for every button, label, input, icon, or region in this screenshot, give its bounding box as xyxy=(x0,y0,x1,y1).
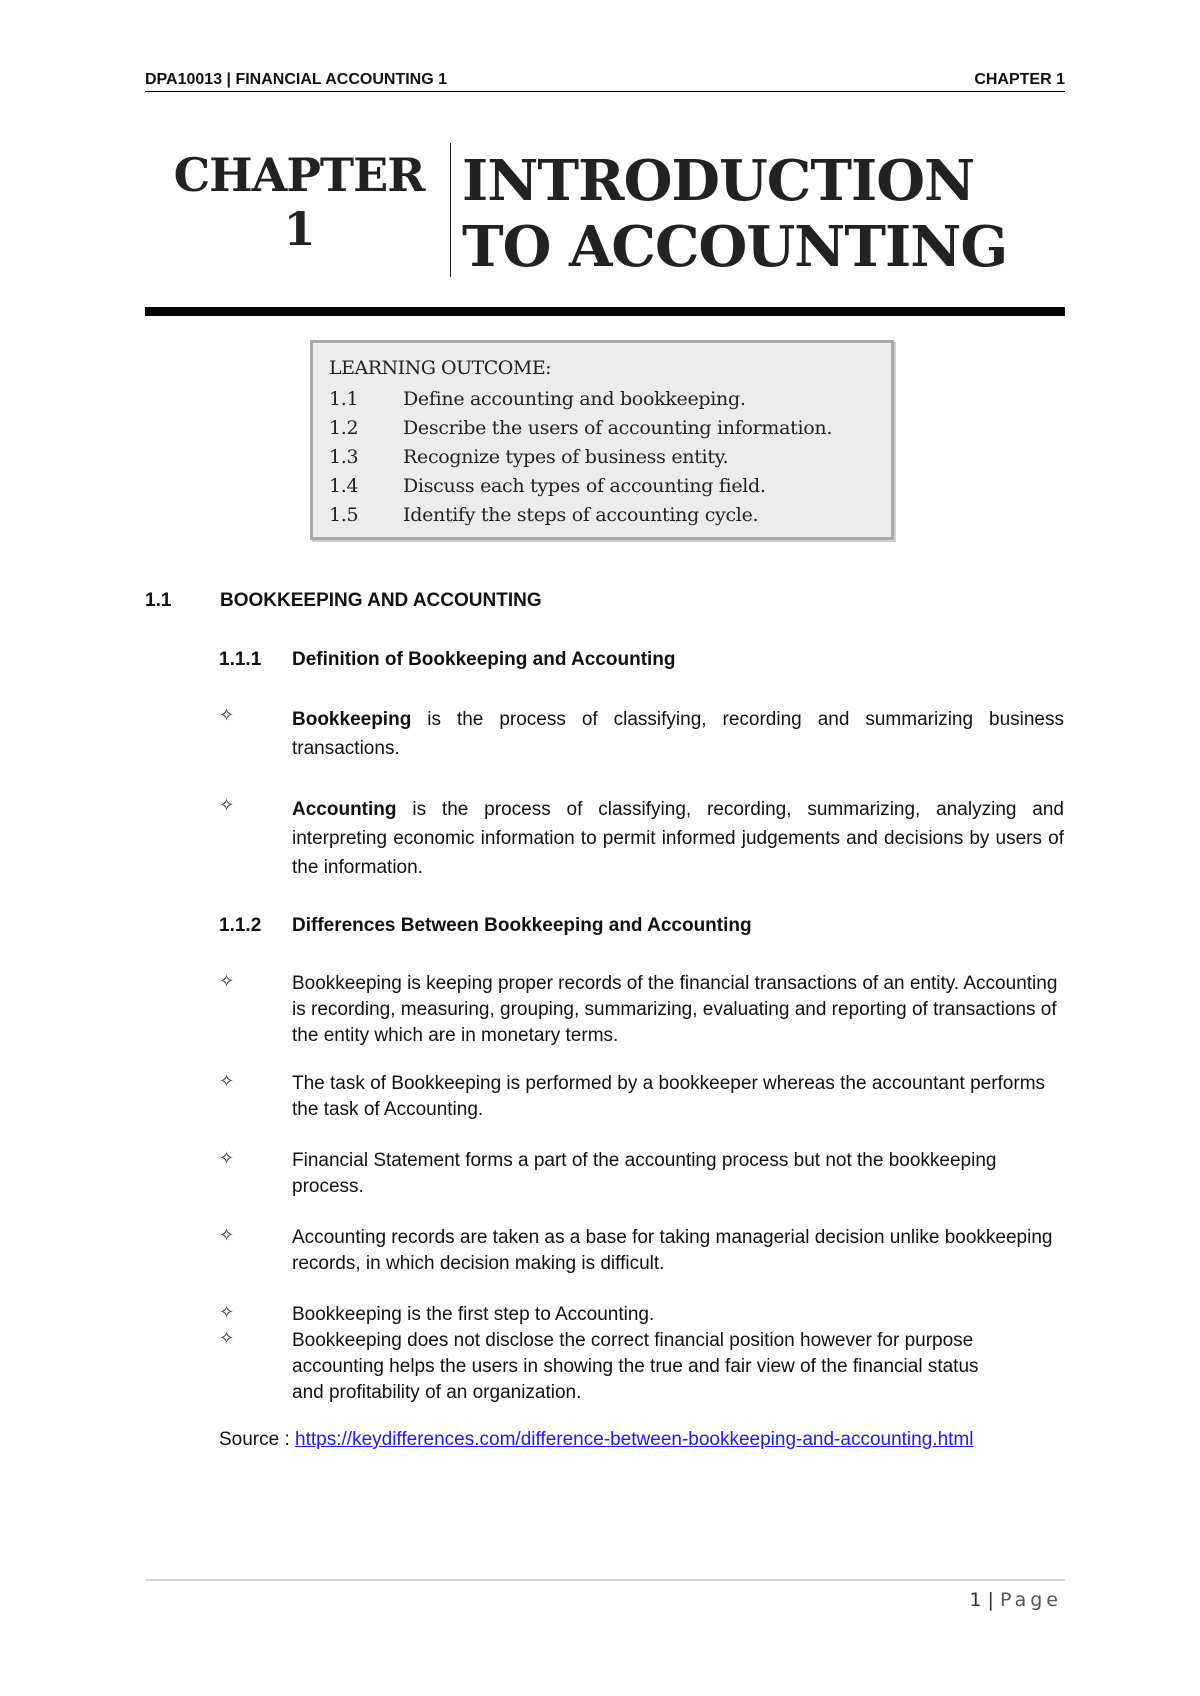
outcome-num: 1.2 xyxy=(329,417,359,439)
bullet-text: Bookkeeping is the first step to Accounting. xyxy=(292,1304,655,1325)
term-accounting: Accounting xyxy=(292,799,397,820)
chapter-title xyxy=(462,148,1072,280)
bullet-text: Bookkeeping does not disclose the correct financial position however for purpose accounting helps the users in showing the true and fair view of the financial status and profitability of an organization. xyxy=(292,1330,979,1403)
chapter-title-line2: TO ACCOUNTING xyxy=(462,214,1008,280)
diamond-bullet-icon: ✧ xyxy=(219,1328,235,1348)
page-header xyxy=(145,71,1065,92)
chapter-label: CHAPTER xyxy=(173,148,425,202)
definition-text: is the process of classifying, recording, summarizing, analyzing and interpreting economic information to permit informed judgements and decisions by users of the information. xyxy=(292,799,1064,878)
outcome-item xyxy=(329,385,875,414)
learning-outcome-box xyxy=(310,340,894,540)
diamond-bullet-icon: ✧ xyxy=(219,971,235,991)
outcome-text: Identify the steps of accounting cycle. xyxy=(403,504,759,526)
outcome-text: Define accounting and bookkeeping. xyxy=(403,388,746,410)
subsection-title: Definition of Bookkeeping and Accounting xyxy=(292,649,676,670)
difference-bullet xyxy=(219,1328,1064,1406)
bullet-text: Bookkeeping is keeping proper records of the financial transactions of an entity. Accounting is recording, measuring, grouping, summarizing, evaluating and reporting of transactions of the entity which are in monetary terms. xyxy=(292,973,1058,1046)
outcome-num: 1.4 xyxy=(329,475,359,497)
source-label: Source : xyxy=(219,1429,296,1450)
diamond-bullet-icon: ✧ xyxy=(219,795,235,815)
subsection-number: 1.1.1 xyxy=(219,649,262,670)
bullet-text: The task of Bookkeeping is performed by a bookkeeper whereas the accountant performs the task of Accounting. xyxy=(292,1073,1046,1120)
term-bookkeeping: Bookkeeping xyxy=(292,709,412,730)
outcome-item xyxy=(329,501,875,530)
outcome-text: Describe the users of accounting information. xyxy=(403,417,833,439)
difference-bullet xyxy=(219,1225,1064,1277)
chapter-label-block xyxy=(158,148,440,256)
definition-text: is the process of classifying, recording and summarizing business transactions. xyxy=(292,709,1064,759)
source-citation xyxy=(219,1427,979,1453)
difference-bullet xyxy=(219,1071,1064,1123)
outcome-item xyxy=(329,414,875,443)
title-rule xyxy=(145,307,1065,316)
outcome-text: Discuss each types of accounting field. xyxy=(403,475,766,497)
outcome-num: 1.1 xyxy=(329,388,359,410)
definition-bullet-accounting xyxy=(219,795,1064,882)
chapter-title-line1: INTRODUCTION xyxy=(462,148,975,214)
bullet-text xyxy=(292,795,1064,882)
section-heading xyxy=(145,590,542,612)
diamond-bullet-icon: ✧ xyxy=(219,1148,235,1168)
bullet-text: Financial Statement forms a part of the accounting process but not the bookkeeping process. xyxy=(292,1150,997,1197)
diamond-bullet-icon: ✧ xyxy=(219,1302,235,1322)
header-chapter: CHAPTER 1 xyxy=(974,71,1065,88)
difference-bullet xyxy=(219,971,1064,1049)
subsection-number: 1.1.2 xyxy=(219,915,262,936)
section-title: BOOKKEEPING AND ACCOUNTING xyxy=(220,590,542,611)
chapter-divider xyxy=(450,143,451,277)
bullet-text xyxy=(292,705,1064,763)
diamond-bullet-icon: ✧ xyxy=(219,1225,235,1245)
definition-bullet-bookkeeping xyxy=(219,705,1064,763)
page-number: 1 xyxy=(969,1589,982,1611)
page-label: Page xyxy=(1000,1589,1062,1611)
learning-outcome-title: LEARNING OUTCOME: xyxy=(329,357,552,379)
subsection-heading-1 xyxy=(219,649,676,671)
bullet-text: Accounting records are taken as a base for taking managerial decision unlike bookkeeping records, in which decision making is difficult. xyxy=(292,1227,1053,1274)
outcome-text: Recognize types of business entity. xyxy=(403,446,729,468)
difference-bullet xyxy=(219,1302,1064,1328)
footer-rule xyxy=(145,1579,1065,1581)
difference-bullet xyxy=(219,1148,1064,1200)
subsection-title: Differences Between Bookkeeping and Accounting xyxy=(292,915,752,936)
outcome-num: 1.3 xyxy=(329,446,359,468)
source-link[interactable]: https://keydifferences.com/difference-between-bookkeeping-and-accounting.html xyxy=(295,1429,974,1450)
page-footer xyxy=(940,1589,1062,1611)
section-number: 1.1 xyxy=(145,590,172,611)
outcome-num: 1.5 xyxy=(329,504,359,526)
header-course: DPA10013 | FINANCIAL ACCOUNTING 1 xyxy=(145,71,448,88)
footer-separator: | xyxy=(987,1589,994,1611)
outcome-item xyxy=(329,472,875,501)
diamond-bullet-icon: ✧ xyxy=(219,705,235,725)
chapter-number: 1 xyxy=(283,202,315,256)
diamond-bullet-icon: ✧ xyxy=(219,1071,235,1091)
outcome-item xyxy=(329,443,875,472)
subsection-heading-2 xyxy=(219,915,752,937)
